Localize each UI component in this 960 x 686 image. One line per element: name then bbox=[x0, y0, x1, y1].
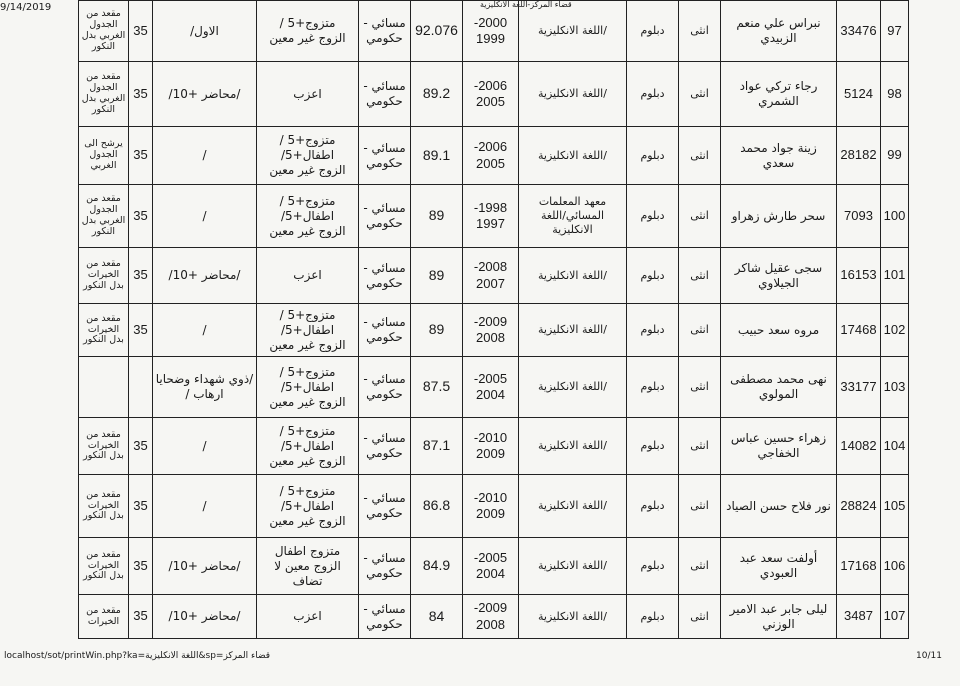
id-cell: 28824 bbox=[837, 475, 881, 538]
study-type-cell: مسائي - حكومي bbox=[359, 538, 411, 595]
id-cell: 14082 bbox=[837, 418, 881, 475]
points-cell: 35 bbox=[129, 418, 153, 475]
seq-cell: 98 bbox=[881, 62, 909, 127]
specialization-cell: /اللغة الانكليزية bbox=[519, 62, 627, 127]
marital-status-cell: متزوج+5 / اطفال+5/ الزوج غير معين bbox=[257, 127, 359, 185]
notes-cell: /محاضر +10/ bbox=[153, 248, 257, 304]
points-cell: 35 bbox=[129, 475, 153, 538]
qualification-cell: دبلوم bbox=[627, 357, 679, 418]
specialization-cell: /اللغة الانكليزية bbox=[519, 248, 627, 304]
id-cell: 16153 bbox=[837, 248, 881, 304]
gender-cell: انثى bbox=[679, 595, 721, 639]
table-row bbox=[79, 538, 909, 595]
gender-cell: انثى bbox=[679, 418, 721, 475]
grad-year-cell: 2010- 2009 bbox=[463, 475, 519, 538]
score-cell: 89.1 bbox=[411, 127, 463, 185]
score-cell: 84.9 bbox=[411, 538, 463, 595]
name-cell: زهراء حسين عباس الخفاجي bbox=[721, 418, 837, 475]
print-date: 9/14/2019 bbox=[0, 2, 52, 13]
study-type-cell: مسائي - حكومي bbox=[359, 304, 411, 357]
gender-cell: انثى bbox=[679, 538, 721, 595]
id-cell: 17468 bbox=[837, 304, 881, 357]
grad-year-cell: 2010- 2009 bbox=[463, 418, 519, 475]
name-cell: نور فلاح حسن الصياد bbox=[721, 475, 837, 538]
qualification-cell: دبلوم bbox=[627, 304, 679, 357]
name-cell: ليلى جابر عبد الامير الوزني bbox=[721, 595, 837, 639]
study-type-cell: مسائي - حكومي bbox=[359, 248, 411, 304]
seq-cell: 102 bbox=[881, 304, 909, 357]
specialization-cell: /اللغة الانكليزية bbox=[519, 1, 627, 62]
remark-cell: مقعد من الخيرات بدل النكور bbox=[79, 304, 129, 357]
name-cell: سحر طارش زهراو bbox=[721, 185, 837, 248]
table-row bbox=[79, 127, 909, 185]
page-number: 10/11 bbox=[916, 651, 942, 661]
gender-cell: انثى bbox=[679, 475, 721, 538]
notes-cell: /محاضر +10/ bbox=[153, 538, 257, 595]
grad-year-cell: 1998- 1997 bbox=[463, 185, 519, 248]
score-cell: 89 bbox=[411, 304, 463, 357]
name-cell: رجاء تركي عواد الشمري bbox=[721, 62, 837, 127]
notes-cell: / bbox=[153, 475, 257, 538]
table-row bbox=[79, 418, 909, 475]
points-cell: 35 bbox=[129, 595, 153, 639]
specialization-cell: /اللغة الانكليزية bbox=[519, 304, 627, 357]
gender-cell: انثى bbox=[679, 1, 721, 62]
table-row bbox=[79, 357, 909, 418]
remark-cell: مقعد من الخيرات bbox=[79, 595, 129, 639]
name-cell: سجى عقيل شاكر الجيلاوي bbox=[721, 248, 837, 304]
marital-status-cell: متزوج اطفال الزوج معين لا تضاف bbox=[257, 538, 359, 595]
qualification-cell: دبلوم bbox=[627, 248, 679, 304]
points-cell: 35 bbox=[129, 127, 153, 185]
remark-cell: مقعد من الخيرات بدل النكور bbox=[79, 475, 129, 538]
seq-cell: 100 bbox=[881, 185, 909, 248]
score-cell: 89 bbox=[411, 248, 463, 304]
results-sheet bbox=[78, 0, 906, 639]
remark-cell: مقعد من الخيرات بدل النكور bbox=[79, 418, 129, 475]
grad-year-cell: 2000- 1999 bbox=[463, 1, 519, 62]
remark-cell bbox=[79, 357, 129, 418]
study-type-cell: مسائي - حكومي bbox=[359, 62, 411, 127]
marital-status-cell: متزوج+5 / اطفال+5/ الزوج غير معين bbox=[257, 185, 359, 248]
notes-cell: / bbox=[153, 127, 257, 185]
study-type-cell: مسائي - حكومي bbox=[359, 595, 411, 639]
points-cell: 35 bbox=[129, 538, 153, 595]
qualification-cell: دبلوم bbox=[627, 538, 679, 595]
notes-cell: الاول/ bbox=[153, 1, 257, 62]
grad-year-cell: 2009- 2008 bbox=[463, 595, 519, 639]
score-cell: 87.1 bbox=[411, 418, 463, 475]
score-cell: 87.5 bbox=[411, 357, 463, 418]
id-cell: 28182 bbox=[837, 127, 881, 185]
table-row bbox=[79, 304, 909, 357]
study-type-cell: مسائي - حكومي bbox=[359, 357, 411, 418]
marital-status-cell: اعزب bbox=[257, 248, 359, 304]
study-type-cell: مسائي - حكومي bbox=[359, 418, 411, 475]
table-row bbox=[79, 475, 909, 538]
remark-cell: مقعد من الجدول الغربي بدل النكور bbox=[79, 185, 129, 248]
table-row bbox=[79, 62, 909, 127]
table-row bbox=[79, 1, 909, 62]
qualification-cell: دبلوم bbox=[627, 127, 679, 185]
study-type-cell: مسائي - حكومي bbox=[359, 127, 411, 185]
id-cell: 7093 bbox=[837, 185, 881, 248]
gender-cell: انثى bbox=[679, 185, 721, 248]
specialization-cell: /اللغة الانكليزية bbox=[519, 475, 627, 538]
remark-cell: يرشح الى الجدول الغربي bbox=[79, 127, 129, 185]
marital-status-cell: متزوج+5 / اطفال+5/ الزوج غير معين bbox=[257, 304, 359, 357]
points-cell: 35 bbox=[129, 185, 153, 248]
top-header: قضاء المركز-اللغة الانكليزية bbox=[480, 0, 572, 9]
remark-cell: مقعد من الجدول الغربي بدل النكور bbox=[79, 1, 129, 62]
notes-cell: / bbox=[153, 304, 257, 357]
points-cell bbox=[129, 357, 153, 418]
score-cell: 92.076 bbox=[411, 1, 463, 62]
footer-url: localhost/sot/printWin.php?ka=اللغة الانكليزية&sp=قضاء المركز bbox=[4, 651, 271, 661]
notes-cell: / bbox=[153, 418, 257, 475]
score-cell: 84 bbox=[411, 595, 463, 639]
seq-cell: 105 bbox=[881, 475, 909, 538]
marital-status-cell: متزوج+5 / الزوج غير معين bbox=[257, 1, 359, 62]
notes-cell: /محاضر +10/ bbox=[153, 595, 257, 639]
gender-cell: انثى bbox=[679, 248, 721, 304]
qualification-cell: دبلوم bbox=[627, 475, 679, 538]
qualification-cell: دبلوم bbox=[627, 185, 679, 248]
name-cell: نهى محمد مصطفى المولوي bbox=[721, 357, 837, 418]
remark-cell: مقعد من الجدول الغربي بدل النكور bbox=[79, 62, 129, 127]
points-cell: 35 bbox=[129, 304, 153, 357]
gender-cell: انثى bbox=[679, 304, 721, 357]
seq-cell: 99 bbox=[881, 127, 909, 185]
id-cell: 33177 bbox=[837, 357, 881, 418]
id-cell: 33476 bbox=[837, 1, 881, 62]
marital-status-cell: متزوج+5 / اطفال+5/ الزوج غير معين bbox=[257, 357, 359, 418]
seq-cell: 103 bbox=[881, 357, 909, 418]
notes-cell: / bbox=[153, 185, 257, 248]
study-type-cell: مسائي - حكومي bbox=[359, 475, 411, 538]
table-row bbox=[79, 185, 909, 248]
results-table bbox=[78, 0, 909, 639]
qualification-cell: دبلوم bbox=[627, 418, 679, 475]
score-cell: 89 bbox=[411, 185, 463, 248]
name-cell: أولفت سعد عبد العبودي bbox=[721, 538, 837, 595]
grad-year-cell: 2009- 2008 bbox=[463, 304, 519, 357]
remark-cell: مقعد من الخيرات بدل النكور bbox=[79, 538, 129, 595]
grad-year-cell: 2006- 2005 bbox=[463, 62, 519, 127]
qualification-cell: دبلوم bbox=[627, 595, 679, 639]
specialization-cell: /اللغة الانكليزية bbox=[519, 538, 627, 595]
grad-year-cell: 2008- 2007 bbox=[463, 248, 519, 304]
name-cell: مروه سعد حبيب bbox=[721, 304, 837, 357]
qualification-cell: دبلوم bbox=[627, 62, 679, 127]
marital-status-cell: اعزب bbox=[257, 62, 359, 127]
marital-status-cell: متزوج+5 / اطفال+5/ الزوج غير معين bbox=[257, 418, 359, 475]
specialization-cell: /اللغة الانكليزية bbox=[519, 595, 627, 639]
seq-cell: 107 bbox=[881, 595, 909, 639]
points-cell: 35 bbox=[129, 62, 153, 127]
specialization-cell: /اللغة الانكليزية bbox=[519, 357, 627, 418]
name-cell: زينة جواد محمد سعدي bbox=[721, 127, 837, 185]
score-cell: 89.2 bbox=[411, 62, 463, 127]
remark-cell: مقعد من الخيرات بدل النكور bbox=[79, 248, 129, 304]
gender-cell: انثى bbox=[679, 357, 721, 418]
study-type-cell: مسائي - حكومي bbox=[359, 185, 411, 248]
marital-status-cell: متزوج+5 / اطفال+5/ الزوج غير معين bbox=[257, 475, 359, 538]
seq-cell: 106 bbox=[881, 538, 909, 595]
table-row bbox=[79, 595, 909, 639]
score-cell: 86.8 bbox=[411, 475, 463, 538]
seq-cell: 97 bbox=[881, 1, 909, 62]
seq-cell: 101 bbox=[881, 248, 909, 304]
id-cell: 3487 bbox=[837, 595, 881, 639]
name-cell: نبراس علي منعم الزبيدي bbox=[721, 1, 837, 62]
table-row bbox=[79, 248, 909, 304]
specialization-cell: معهد المعلمات المسائي/اللغة الانكليزية bbox=[519, 185, 627, 248]
grad-year-cell: 2005- 2004 bbox=[463, 538, 519, 595]
id-cell: 17168 bbox=[837, 538, 881, 595]
notes-cell: /ذوي شهداء وضحايا ارهاب / bbox=[153, 357, 257, 418]
qualification-cell: دبلوم bbox=[627, 1, 679, 62]
id-cell: 5124 bbox=[837, 62, 881, 127]
points-cell: 35 bbox=[129, 1, 153, 62]
seq-cell: 104 bbox=[881, 418, 909, 475]
grad-year-cell: 2005- 2004 bbox=[463, 357, 519, 418]
notes-cell: /محاضر +10/ bbox=[153, 62, 257, 127]
grad-year-cell: 2006- 2005 bbox=[463, 127, 519, 185]
marital-status-cell: اعزب bbox=[257, 595, 359, 639]
gender-cell: انثى bbox=[679, 62, 721, 127]
gender-cell: انثى bbox=[679, 127, 721, 185]
study-type-cell: مسائي - حكومي bbox=[359, 1, 411, 62]
specialization-cell: /اللغة الانكليزية bbox=[519, 127, 627, 185]
specialization-cell: /اللغة الانكليزية bbox=[519, 418, 627, 475]
points-cell: 35 bbox=[129, 248, 153, 304]
